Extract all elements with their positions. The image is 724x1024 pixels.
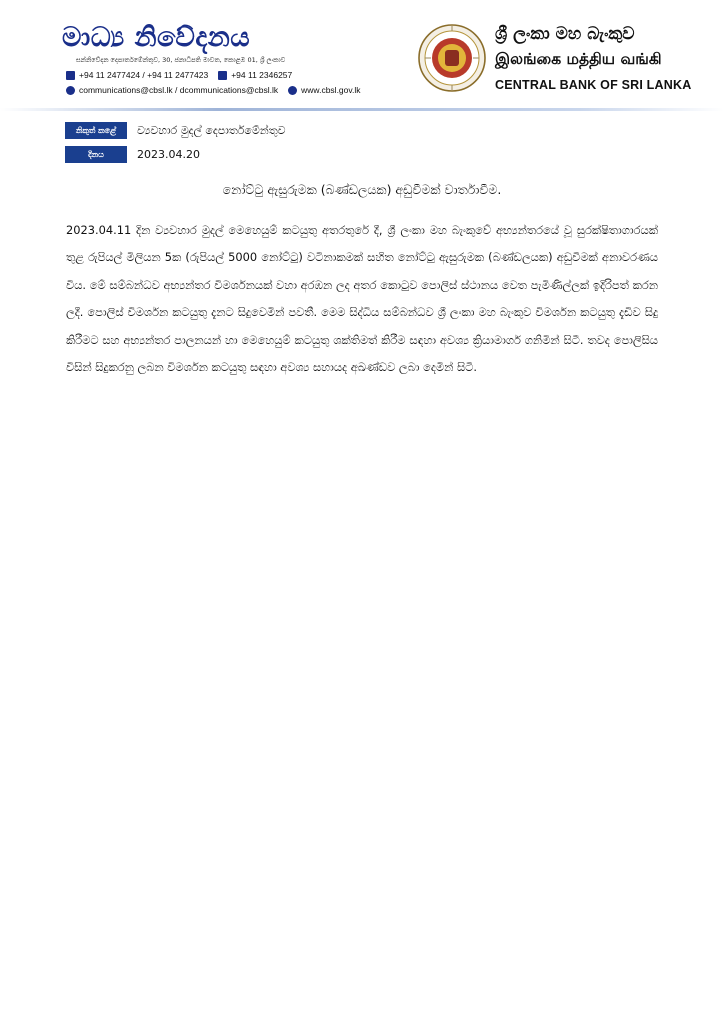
bank-name-tamil: இலங்கை மத்திய வங்கி: [495, 50, 662, 68]
department-address: සන්නිවේදන දෙපාර්තමේන්තුව, 30, ජනාධිපති මාවත, කොළඹ 01, ශ්‍රී ලංකාව: [76, 56, 286, 64]
date-label: දිනය: [65, 146, 127, 163]
issued-by-row: [65, 122, 286, 139]
web-icon: [288, 86, 297, 95]
phone-icon: [66, 71, 75, 80]
fax-number: +94 11 2346257: [231, 70, 293, 80]
email-icon: [66, 86, 75, 95]
email-addresses[interactable]: communications@cbsl.lk / dcommunications@cbsl.lk: [79, 85, 279, 95]
bank-name-sinhala: ශ්‍රී ලංකා මහ බැංකුව: [495, 24, 635, 44]
contact-online-row: [66, 85, 361, 95]
date-value: 2023.04.20: [137, 148, 200, 161]
bank-name-english: CENTRAL BANK OF SRI LANKA: [495, 78, 692, 92]
website-link[interactable]: www.cbsl.gov.lk: [301, 85, 361, 95]
date-row: [65, 146, 200, 163]
issued-by-value: ව්‍යවහාර මුදල් දෙපාර්තමේන්තුව: [137, 123, 286, 137]
issued-by-label: නිකුත් කළේ: [65, 122, 127, 139]
release-heading: නෝට්ටු ඇසුරුමක (බණ්ඩලයක) අඩුවීමක් වාර්තාවීම.: [222, 182, 502, 197]
press-release-title: මාධ්‍ය නිවේදනය: [62, 22, 251, 53]
release-body: 2023.04.11 දින ව්‍යවහාර මුදල් මෙහෙයුම් කටයුතු අතරතුරේ දී, ශ්‍රී ලංකා මහ බැංකුවේ අභ්‍යන්තරයේ වූ සුරක්ෂිතාගාරයක් තුළ රුපියල් මිලියන 5ක (රුපියල් 5000 නෝට්ටු) වටිනාකමක් සහිත නෝට්ටු ඇසුරුමක (බණ්ඩලයක) අඩුවීමක් අනාවරණය විය. මේ සම්බන්ධව අභ්‍යන්තර විමර්ශනයක් වහා අරඹන ලද අතර කොටුව පොලිස් ස්ථානය වෙත පැමිණිල්ලක් ඉදිරිපත් කරන ලදී. පොලිස් විමර්ශන කටයුතු දැනට සිදුවෙමින් පවතී. මෙම සිද්ධිය සම්බන්ධව ශ්‍රී ලංකා මහ බැංකුව විමර්ශන කටයුතු දැඩිව සිදු කිරීමට සහ අභ්‍යන්තර පාලනයන් හා මෙහෙයුම් කටයුතු ශක්තිමත් කිරීම සඳහා අවශ්‍ය ක්‍රියාමාර්ග ගනිමින් සිටී. තවද පොලිසිය විසින් සිදුකරනු ලබන විමර්ශන කටයුතු සඳහා අවශ්‍ය සහායද අඛණ්ඩව ලබා දෙමින් සිටී.: [66, 223, 658, 375]
header-divider: [0, 108, 724, 111]
contact-phone-row: [66, 70, 292, 80]
central-bank-seal-icon: [417, 20, 487, 96]
phone-numbers: +94 11 2477424 / +94 11 2477423: [79, 70, 209, 80]
fax-icon: [218, 71, 227, 80]
